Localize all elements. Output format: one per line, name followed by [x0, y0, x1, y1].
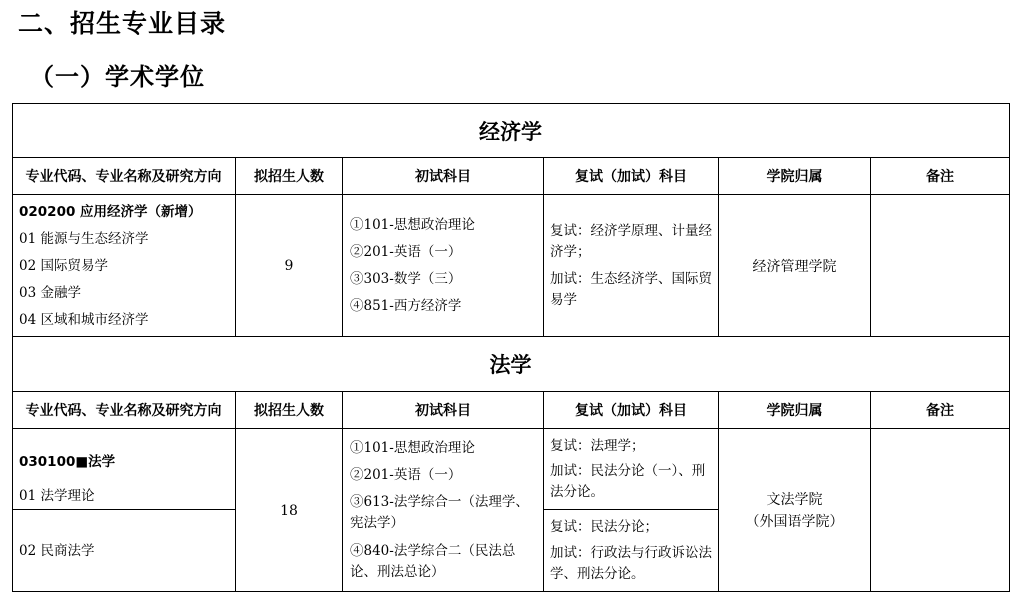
section-title-economics: 经济学: [479, 119, 542, 144]
table-rule: [12, 509, 235, 510]
retest-subjects: 复试：经济学原理、计量经济学；: [550, 223, 712, 260]
research-direction: 01 法学理论: [19, 488, 95, 504]
college-value: 经济管理学院: [752, 258, 837, 275]
extra-test-subjects: 加试：民法分论（一）、刑法分论。: [550, 463, 706, 500]
college-name: 文法学院: [766, 491, 823, 508]
header-quota: 拟招生人数: [254, 169, 324, 185]
header-major: 专业代码、专业名称及研究方向: [25, 403, 222, 419]
header-college: 学院归属: [766, 403, 823, 419]
header-remarks: 备注: [926, 169, 954, 185]
college-name-alt: （外国语学院）: [745, 513, 844, 530]
header-initial-exam: 初试科目: [415, 403, 471, 419]
table-rule: [543, 509, 718, 510]
header-major: 专业代码、专业名称及研究方向: [25, 169, 222, 185]
college-value: [719, 429, 870, 592]
header-quota: 拟招生人数: [254, 403, 324, 419]
header-retest: 复试（加试）科目: [575, 403, 687, 419]
initial-subject: ①101-思想政治理论: [350, 440, 475, 456]
quota-value: 9: [284, 257, 294, 274]
initial-subject: ③613-法学综合一（法理学、宪法学）: [350, 494, 529, 531]
research-direction: 02 民商法学: [19, 543, 95, 559]
research-direction: 01 能源与生态经济学: [19, 231, 149, 247]
initial-subject: ④851-西方经济学: [350, 298, 462, 314]
research-direction: 04 区域和城市经济学: [19, 312, 149, 328]
initial-subject: ③303-数学（三）: [350, 271, 462, 287]
header-remarks: 备注: [926, 403, 954, 419]
research-direction: 02 国际贸易学: [19, 258, 108, 274]
extra-test-subjects: 加试：行政法与行政诉讼法学、刑法分论。: [550, 545, 712, 582]
initial-subject: ②201-英语（一）: [350, 244, 462, 260]
initial-subject: ④840-法学综合二（民法总论、刑法总论）: [350, 543, 516, 580]
initial-subject: ①101-思想政治理论: [350, 217, 475, 233]
subsection-heading: （一）学术学位: [30, 63, 205, 91]
section-title-law: 法学: [489, 353, 532, 377]
header-initial-exam: 初试科目: [415, 169, 471, 185]
header-college: 学院归属: [766, 169, 823, 185]
remarks-value: [871, 429, 1009, 592]
program-code-name: 020200 应用经济学（新增）: [19, 204, 202, 220]
quota-value: 18: [280, 502, 298, 519]
retest-subjects: 复试：民法分论；: [550, 519, 658, 535]
initial-subject: ②201-英语（一）: [350, 467, 462, 483]
header-retest: 复试（加试）科目: [575, 169, 687, 185]
research-direction: 03 金融学: [19, 285, 81, 301]
retest-subjects: 复试：法理学；: [550, 438, 645, 454]
remarks-value: [871, 195, 1009, 336]
program-code-name: 030100■法学: [19, 454, 116, 470]
extra-test-subjects: 加试：生态经济学、国际贸易学: [550, 271, 712, 308]
section-heading: 二、招生专业目录: [18, 9, 227, 38]
